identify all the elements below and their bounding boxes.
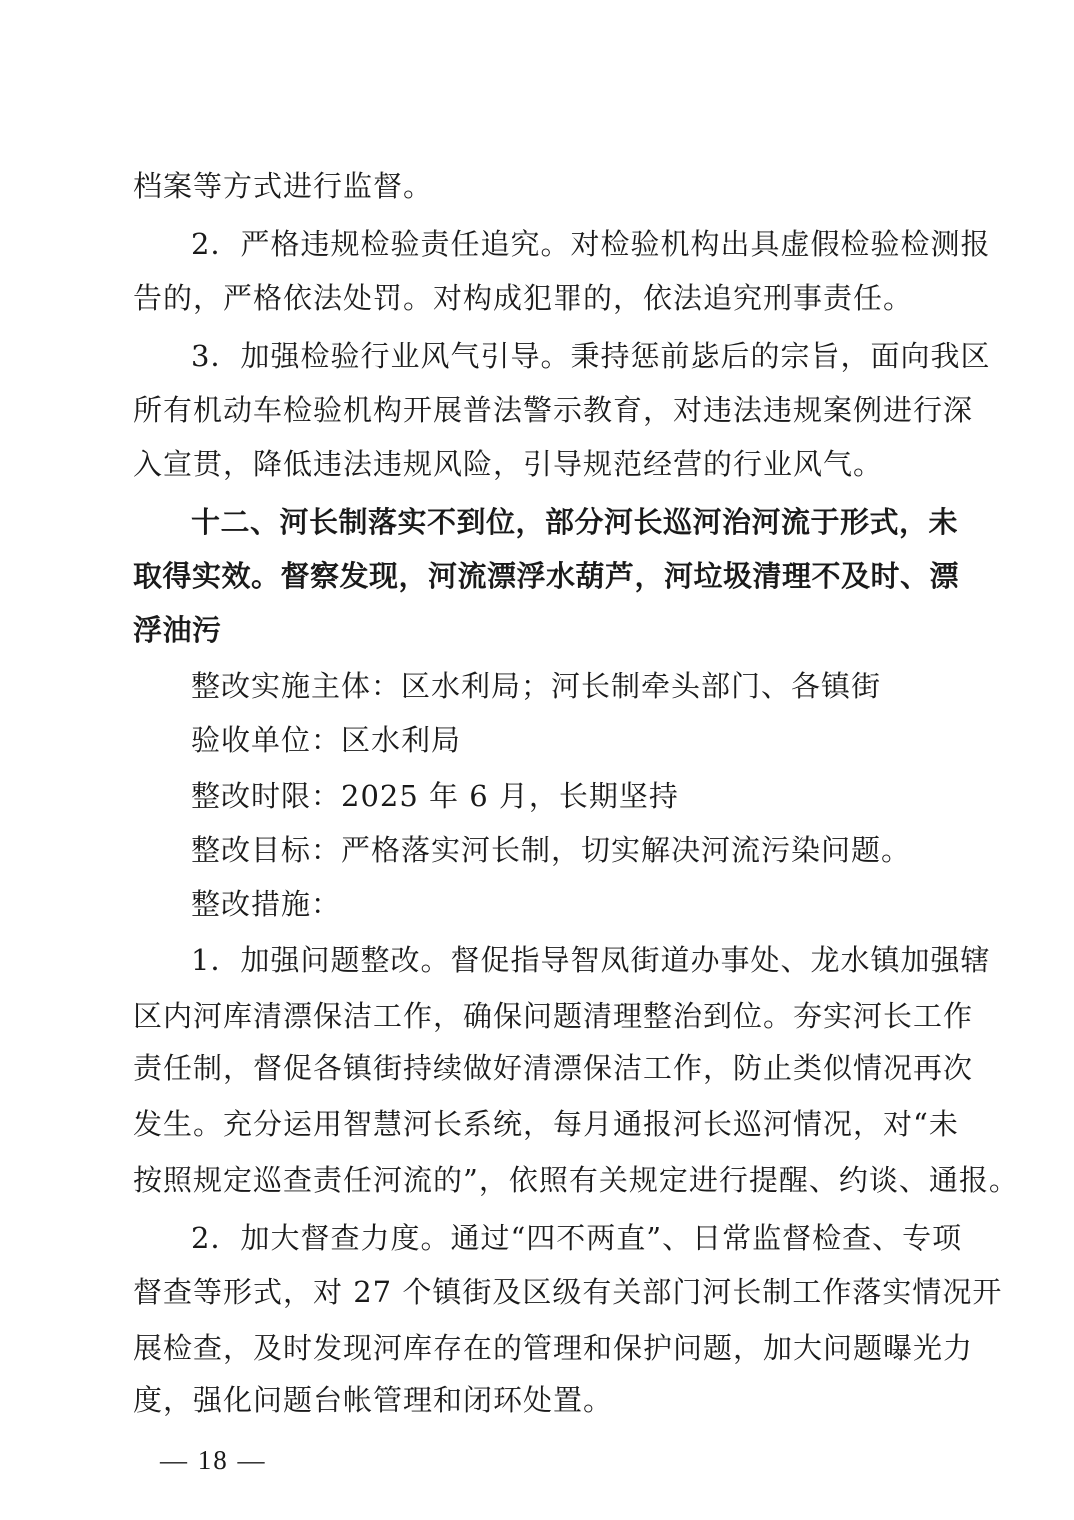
body-line: 2．严格违规检验责任追究。对检验机构出具虚假检验检测报 — [191, 227, 991, 261]
rectification-measures-label: 整改措施： — [191, 887, 342, 921]
section-heading-line: 十二、河长制落实不到位，部分河长巡河治河流于形式，未 — [191, 505, 959, 539]
body-line: 入宣贯，降低违法违规风险，引导规范经营的行业风气。 — [133, 447, 884, 481]
body-line: 督查等形式，对 27 个镇街及区级有关部门河长制工作落实情况开 — [133, 1275, 1003, 1309]
page-number: — 18 — — [160, 1445, 267, 1475]
body-line: 2．加大督查力度。通过“四不两直”、日常监督检查、专项 — [191, 1221, 963, 1255]
body-line: 区内河库清漂保洁工作，确保问题清理整治到位。夯实河长工作 — [133, 999, 974, 1033]
body-line: 责任制，督促各镇街持续做好清漂保洁工作，防止类似情况再次 — [133, 1051, 974, 1085]
rectification-deadline: 整改时限：2025 年 6 月，长期坚持 — [191, 779, 679, 813]
body-line: 1．加强问题整改。督促指导智凤街道办事处、龙水镇加强辖 — [191, 943, 991, 977]
body-line: 度，强化问题台帐管理和闭环处置。 — [133, 1383, 614, 1417]
body-line: 按照规定巡查责任河流的”，依照有关规定进行提醒、约谈、通报。 — [133, 1163, 1019, 1197]
body-line: 告的，严格依法处罚。对构成犯罪的，依法追究刑事责任。 — [133, 281, 914, 315]
rectification-subject: 整改实施主体：区水利局；河长制牵头部门、各镇街 — [191, 669, 882, 703]
body-line: 展检查，及时发现河库存在的管理和保护问题，加大问题曝光力 — [133, 1331, 974, 1365]
body-line: 所有机动车检验机构开展普法警示教育，对违法违规案例进行深 — [133, 393, 974, 427]
section-heading-line: 浮油污 — [133, 613, 222, 647]
body-line: 档案等方式进行监督。 — [133, 169, 434, 203]
acceptance-unit: 验收单位：区水利局 — [191, 723, 462, 757]
section-heading-line: 取得实效。督察发现，河流漂浮水葫芦，河垃圾清理不及时、漂 — [133, 559, 960, 593]
body-line: 3．加强检验行业风气引导。秉持惩前毖后的宗旨，面向我区 — [191, 339, 991, 373]
rectification-goal: 整改目标：严格落实河长制，切实解决河流污染问题。 — [191, 833, 912, 867]
body-line: 发生。充分运用智慧河长系统，每月通报河长巡河情况，对“未 — [133, 1107, 959, 1141]
